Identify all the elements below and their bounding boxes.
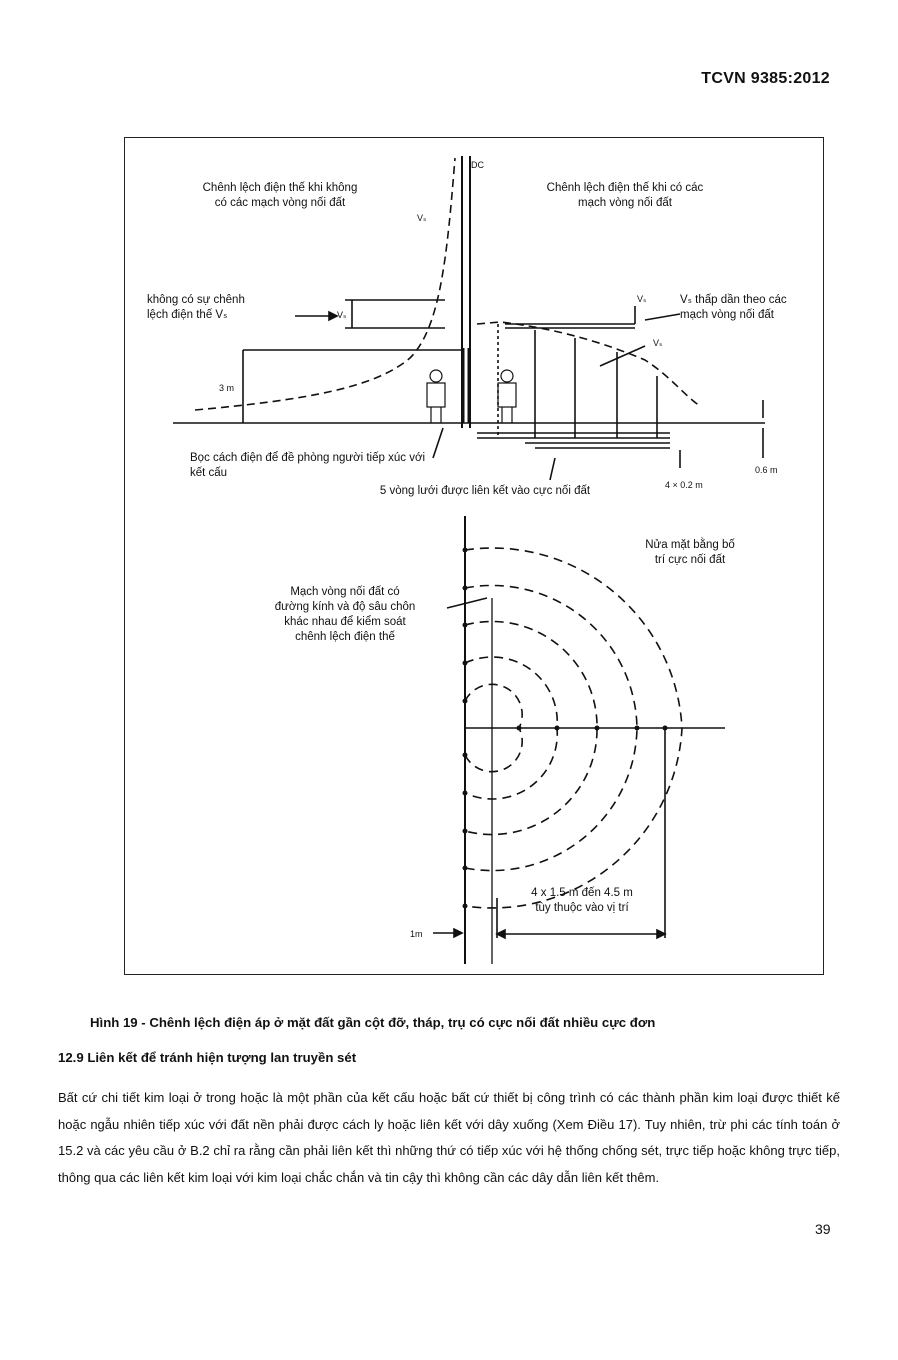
vs-small-label: Vₛ bbox=[637, 294, 647, 304]
vs-top-label: Vₛ bbox=[417, 213, 427, 223]
label-no-difference: không có sự chênh lệch điện thế Vₛ bbox=[147, 294, 245, 321]
label-insulation: Bọc cách điện để đề phòng người tiếp xúc với kết cấu bbox=[190, 452, 426, 479]
label-depth: 0.6 m bbox=[755, 465, 778, 475]
label-4x02: 4 × 0.2 m bbox=[665, 480, 703, 490]
label-no-loops: Chênh lệch điện thế khi không có các mạch vòng nối đất bbox=[202, 182, 358, 209]
figure-caption: Hình 19 - Chênh lệch điện áp ở mặt đất gần cột đỡ, tháp, trụ có cực nối đất nhiều cực đơn bbox=[90, 1015, 656, 1030]
standard-code: TCVN 9385:2012 bbox=[701, 70, 830, 87]
section-heading: 12.9 Liên kết để tránh hiện tượng lan truyền sét bbox=[58, 1050, 357, 1065]
label-five-rings: 5 vòng lưới được liên kết vào cực nối đất bbox=[379, 485, 591, 497]
dc-label: DC bbox=[471, 160, 484, 170]
vs-arrow-label: Vₛ bbox=[337, 310, 347, 320]
label-half-plan: Nửa mặt bằng bố trí cực nối đất bbox=[645, 539, 735, 566]
label-one-m: 1m bbox=[410, 929, 423, 939]
three-m-label: 3 m bbox=[219, 383, 235, 393]
label-span: 4 x 1.5 m đến 4.5 m tùy thuộc vào vị trí bbox=[531, 887, 633, 914]
figure-19 bbox=[124, 137, 824, 975]
label-vs-reduce: Vₛ thấp dần theo các mạch vòng nối đất bbox=[680, 294, 787, 321]
section-paragraph: Bất cứ chi tiết kim loại ở trong hoặc là một phần của kết cấu hoặc bất cứ thiết bị công trình có các thành phần kim loại được thiết kế hoặc ngẫu nhiên tiếp xúc với đất nền phải được cách ly hoặc liên kết với dây xuống (Xem Điều 17). Tuy nhiên, trừ phi các tính toán ở 15.2 và các yêu cầu ở B.2 chỉ ra rằng cần phải liên kết thì những thứ có tiếp xúc với hệ thống chống sét, trực tiếp hoặc không trực tiếp, thông qua các liên kết kim loại với kim loại chắc chắn và tin cậy thì không cần các dây dẫn liên kết thêm. bbox=[58, 1090, 840, 1185]
label-with-loops: Chênh lệch điện thế khi có các mạch vòng nối đất bbox=[546, 182, 704, 209]
label-loops-desc: Mạch vòng nối đất có đường kính và độ sâu chôn khác nhau để kiểm soát chênh lệch điện thế bbox=[274, 586, 416, 643]
vs-curve-label: Vₛ bbox=[653, 338, 663, 348]
page-number: 39 bbox=[815, 1221, 831, 1237]
